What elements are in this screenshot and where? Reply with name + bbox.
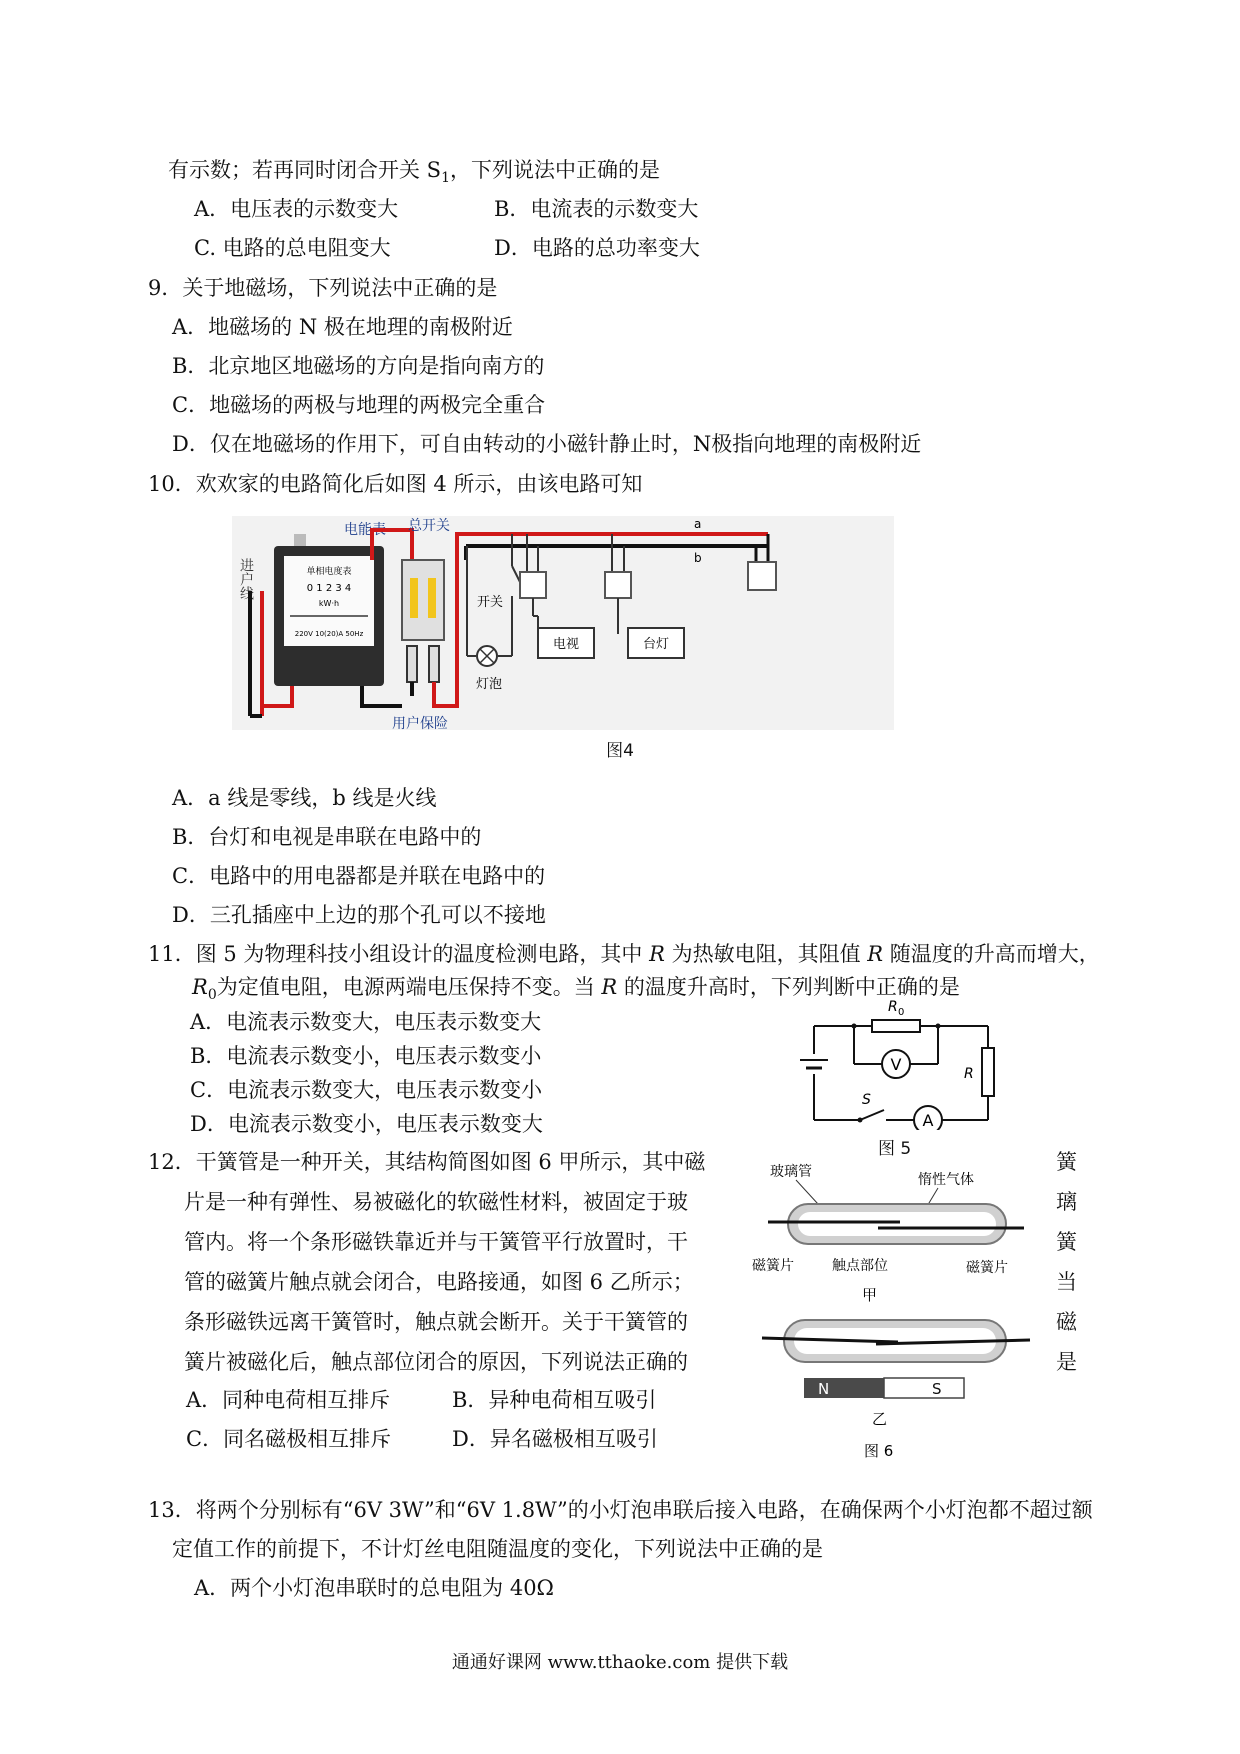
svg-text:电能表: 电能表 [344, 522, 386, 538]
socket-lamp [605, 572, 631, 598]
svg-text:0: 0 [898, 1007, 905, 1018]
q11-option-c: C．电流表示数变大，电压表示数变小 [190, 1078, 543, 1102]
q9-option-b: B．北京地区地磁场的方向是指向南方的 [172, 354, 545, 378]
r-label: R [964, 1066, 974, 1082]
q11-stem-line2: $R_0$为定值电阻，电源两端电压保持不变。当 R 的温度升高时，下列判断中正确的是 [192, 975, 960, 1004]
q12-line2: 片是一种有弹性、易被磁化的软磁性材料，被固定于玻 [184, 1190, 688, 1214]
q13-option-a: A．两个小灯泡串联时的总电阻为 40Ω [194, 1576, 554, 1600]
q9-option-a: A．地磁场的 N 极在地理的南极附近 [172, 315, 513, 339]
q8-option-a: A．电压表的示数变大 [194, 197, 399, 221]
q10-option-a: A．a 线是零线，b 线是火线 [172, 786, 437, 810]
q10-option-b: B．台灯和电视是串联在电路中的 [172, 825, 482, 849]
q12-line2-tail: 璃 [1056, 1190, 1077, 1214]
figure-6-reed-switch [748, 1160, 1044, 1464]
svg-text:N: N [818, 1380, 830, 1398]
svg-text:灯泡: 灯泡 [476, 677, 503, 692]
q13-line1: 13．将两个分别标有“6V 3W”和“6V 1.8W”的小灯泡串联后接入电路，在确保两个小灯泡都不超过额 [148, 1498, 1093, 1522]
svg-text:甲: 甲 [862, 1286, 878, 1304]
q13-line2: 定值工作的前提下，不计灯丝电阻随温度的变化，下列说法中正确的是 [172, 1537, 823, 1561]
q11-stem-line1: 11．图 5 为物理科技小组设计的温度检测电路，其中 R 为热敏电阻，其阻值 R 随温度的升高而增大， [148, 942, 1100, 966]
q12-line1: 12．干簧管是一种开关，其结构简图如图 6 甲所示，其中磁 [148, 1150, 706, 1174]
svg-text:kW·h: kW·h [318, 599, 340, 608]
svg-text:磁簧片: 磁簧片 [752, 1258, 794, 1274]
svg-text:V: V [890, 1055, 902, 1074]
svg-text:触点部位: 触点部位 [832, 1258, 888, 1274]
svg-text:电视: 电视 [552, 637, 580, 652]
q12-line5: 条形磁铁远离干簧管时，触点就会断开。关于干簧管的 [184, 1310, 688, 1334]
svg-text:A: A [922, 1111, 934, 1130]
svg-text:台灯: 台灯 [642, 637, 670, 652]
q8-option-c: C. 电路的总电阻变大 [194, 236, 391, 260]
r0-label: R [888, 999, 898, 1015]
q11-option-b: B．电流表示数变小，电压表示数变小 [190, 1044, 542, 1068]
q12-line6: 簧片被磁化后，触点部位闭合的原因，下列说法正确的 [184, 1350, 688, 1374]
q12-line6-tail: 是 [1056, 1350, 1077, 1374]
q12-line5-tail: 磁 [1056, 1310, 1077, 1334]
main-switch [402, 560, 444, 640]
q9-stem: 9．关于地磁场，下列说法中正确的是 [148, 276, 498, 300]
q10-option-c: C．电路中的用电器都是并联在电路中的 [172, 864, 546, 888]
svg-text:乙: 乙 [872, 1410, 888, 1428]
svg-text:b: b [694, 551, 702, 565]
q8-option-d: D．电路的总功率变大 [494, 236, 700, 260]
incoming-line-label: 进户线 [238, 558, 254, 600]
svg-text:220V 10(20)A 50Hz: 220V 10(20)A 50Hz [294, 630, 364, 638]
svg-text:开关: 开关 [477, 595, 504, 610]
q12-line1-tail: 簧 [1056, 1150, 1077, 1174]
figure-5-caption: 图 5 [878, 1139, 912, 1159]
q12-line4: 管的磁簧片触点就会闭合，电路接通，如图 6 乙所示； [184, 1270, 694, 1294]
q11-option-a: A．电流表示数变大，电压表示数变大 [190, 1010, 542, 1034]
q12-option-c: C．同名磁极相互排斥 [186, 1427, 392, 1451]
svg-text:玻璃管: 玻璃管 [770, 1164, 812, 1180]
q10-option-d: D．三孔插座中上边的那个孔可以不接地 [172, 903, 546, 927]
bar-magnet-s [884, 1378, 964, 1398]
fuse-left [407, 646, 417, 682]
svg-text:惰性气体: 惰性气体 [918, 1172, 974, 1188]
bar-magnet-n [804, 1378, 884, 1398]
svg-text:S: S [932, 1380, 942, 1398]
q12-line4-tail: 当 [1056, 1270, 1077, 1294]
fuse-right [429, 646, 439, 682]
q12-line3-tail: 簧 [1056, 1230, 1077, 1254]
q12-option-a: A．同种电荷相互排斥 [186, 1388, 391, 1412]
q8-option-b: B．电流表的示数变大 [494, 197, 699, 221]
svg-text:总开关: 总开关 [408, 518, 450, 534]
q10-stem: 10．欢欢家的电路简化后如图 4 所示，由该电路可知 [148, 472, 643, 496]
svg-text:a: a [694, 517, 702, 531]
svg-text:图 6: 图 6 [864, 1442, 894, 1460]
q9-option-c: C．地磁场的两极与地理的两极完全重合 [172, 393, 546, 417]
svg-text:0 1 2 3 4: 0 1 2 3 4 [306, 583, 352, 594]
socket-right [748, 562, 776, 590]
q8-stem-continuation: 有示数；若再同时闭合开关 $S_1$，下列说法中正确的是 [168, 158, 660, 187]
page-footer: 通通好课网 www.tthaoke.com 提供下载 [451, 1652, 789, 1673]
q12-option-d: D．异名磁极相互吸引 [452, 1427, 658, 1451]
figure-4-caption: 图4 [606, 741, 634, 761]
svg-text:单相电度表: 单相电度表 [306, 567, 352, 577]
q12-option-b: B．异种电荷相互吸引 [452, 1388, 657, 1412]
svg-text:用户保险: 用户保险 [392, 716, 448, 730]
q12-line3: 管内。将一个条形磁铁靠近并与干簧管平行放置时，干 [184, 1230, 688, 1254]
socket-tv [520, 572, 546, 598]
figure-5-circuit [792, 996, 1008, 1130]
switch-label: S [862, 1092, 871, 1108]
q11-option-d: D．电流表示数变小，电压表示数变大 [190, 1112, 543, 1136]
figure-4-household-circuit [232, 516, 894, 730]
q9-option-d: D．仅在地磁场的作用下，可自由转动的小磁针静止时，N极指向地理的南极附近 [172, 432, 922, 456]
svg-text:磁簧片: 磁簧片 [966, 1260, 1008, 1276]
